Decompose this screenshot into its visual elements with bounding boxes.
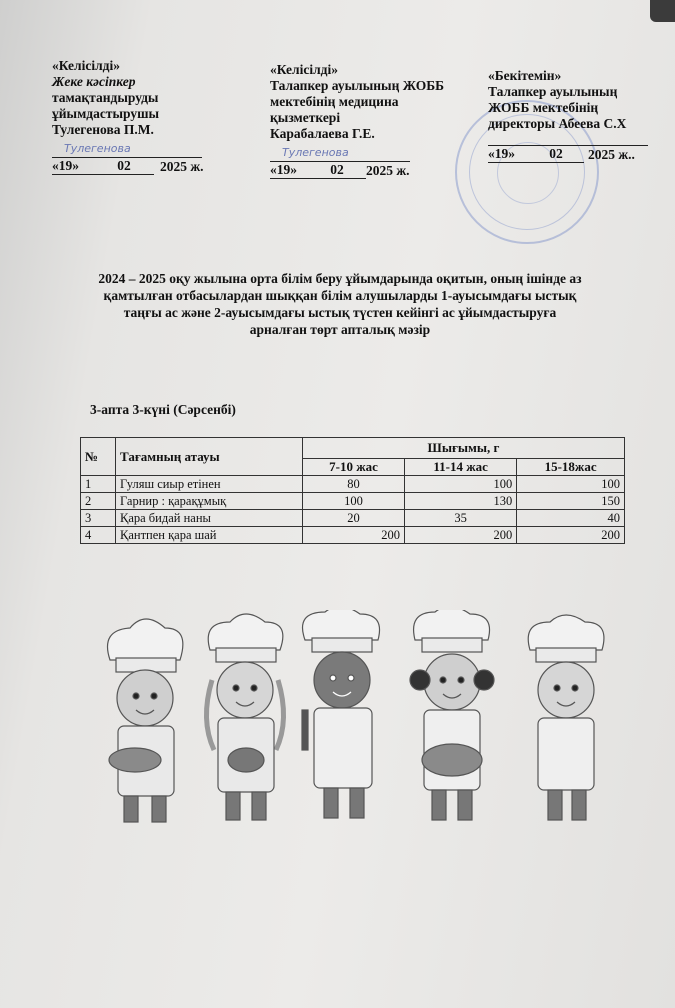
cell-value: 100 [303,493,405,510]
table-header-row [81,438,625,459]
kid-chef-5 [528,615,604,820]
approval-heading: «Келісілді» [270,62,338,77]
document-title [70,270,610,338]
approval-line: ұйымдастырушы [52,106,160,121]
cell-value: 130 [405,493,517,510]
menu-table [80,437,625,544]
signature-row [270,144,444,162]
col-header-age: 15-18жас [517,459,625,476]
cell-number: 2 [81,493,116,510]
approval-block-1 [52,58,204,175]
approval-block-3 [488,68,648,163]
table-row [81,510,625,527]
cell-value: 100 [405,476,517,493]
approval-date [488,146,648,163]
signature-row [488,134,648,146]
signature-line [488,135,648,146]
approval-line: Карабалаева Г.Е. [270,126,375,141]
approval-block-2 [270,62,444,179]
cell-number: 4 [81,527,116,544]
approval-date [52,158,204,175]
date-year: 2025 ж. [366,163,410,178]
cell-dish: Гуляш сиыр етінен [116,476,303,493]
date-month: 02 [94,158,154,175]
approval-heading: «Бекітемін» [488,68,562,83]
cell-number: 1 [81,476,116,493]
title-line: 2024 – 2025 оқу жылына орта білім беру ұйымдарында оқитын, оның ішінде аз [98,271,582,286]
table-row [81,476,625,493]
col-header-number: № [81,438,116,476]
cell-value: 20 [303,510,405,527]
col-header-age: 7-10 жас [303,459,405,476]
cell-value: 40 [517,510,625,527]
cell-value: 200 [303,527,405,544]
kid-chef-1 [108,619,183,822]
cell-value: 200 [517,527,625,544]
table-row [81,527,625,544]
table-row [81,493,625,510]
col-header-yield: Шығымы, г [303,438,625,459]
title-line: арналған төрт апталық мәзір [249,322,431,337]
approval-line: Талапкер ауылының ЖОББ [270,78,445,93]
cell-value: 100 [517,476,625,493]
cell-value: 200 [405,527,517,544]
approval-heading: «Келісілді» [52,58,120,73]
approval-line: Жеке кәсіпкер [52,74,136,89]
approval-line: мектебінің медицина [270,94,399,109]
binder-clip [650,0,675,22]
col-header-age: 11-14 жас [405,459,517,476]
date-year: 2025 ж.. [588,147,635,162]
approval-line: қызметкері [270,110,341,125]
handwritten-signature: Тулегенова [64,142,131,155]
signature-line [270,145,410,162]
title-line: таңғы ас және 2-ауысымдағы ыстық түстен кейінгі ас ұйымдастыруға [123,305,557,320]
date-day: «19» [488,146,528,163]
kid-chef-3 [302,610,380,818]
title-line: қамтылған отбасылардан шыққан білім алушыларды 1-ауысымдағы ыстық [103,288,577,303]
kid-chef-4 [410,610,494,820]
approval-line: Тулегенова П.М. [52,122,154,137]
date-month: 02 [528,146,584,163]
date-day: «19» [270,162,308,179]
approval-line: директоры Абеева С.Х [488,116,627,131]
approval-line: тамақтандыруды [52,90,159,105]
signature-line [52,141,202,158]
date-year: 2025 ж. [160,159,204,174]
col-header-dish: Тағамның атауы [116,438,303,476]
kid-chefs-illustration [90,610,610,850]
cell-value: 150 [517,493,625,510]
kid-chef-2 [206,614,283,820]
cell-dish: Гарнир : қарақұмық [116,493,303,510]
week-day-label: 3-апта 3-күні (Сәрсенбі) [90,402,236,417]
approval-date [270,162,444,179]
approval-line: Талапкер ауылының [488,84,618,99]
cell-number: 3 [81,510,116,527]
cell-dish: Қантпен қара шай [116,527,303,544]
cell-value: 35 [405,510,517,527]
cell-value: 80 [303,476,405,493]
date-month: 02 [308,162,366,179]
handwritten-signature: Тулегенова [282,146,349,159]
approval-line: ЖОББ мектебінің [488,100,599,115]
date-day: «19» [52,158,94,175]
signature-row [52,140,204,158]
cell-dish: Қара бидай наны [116,510,303,527]
